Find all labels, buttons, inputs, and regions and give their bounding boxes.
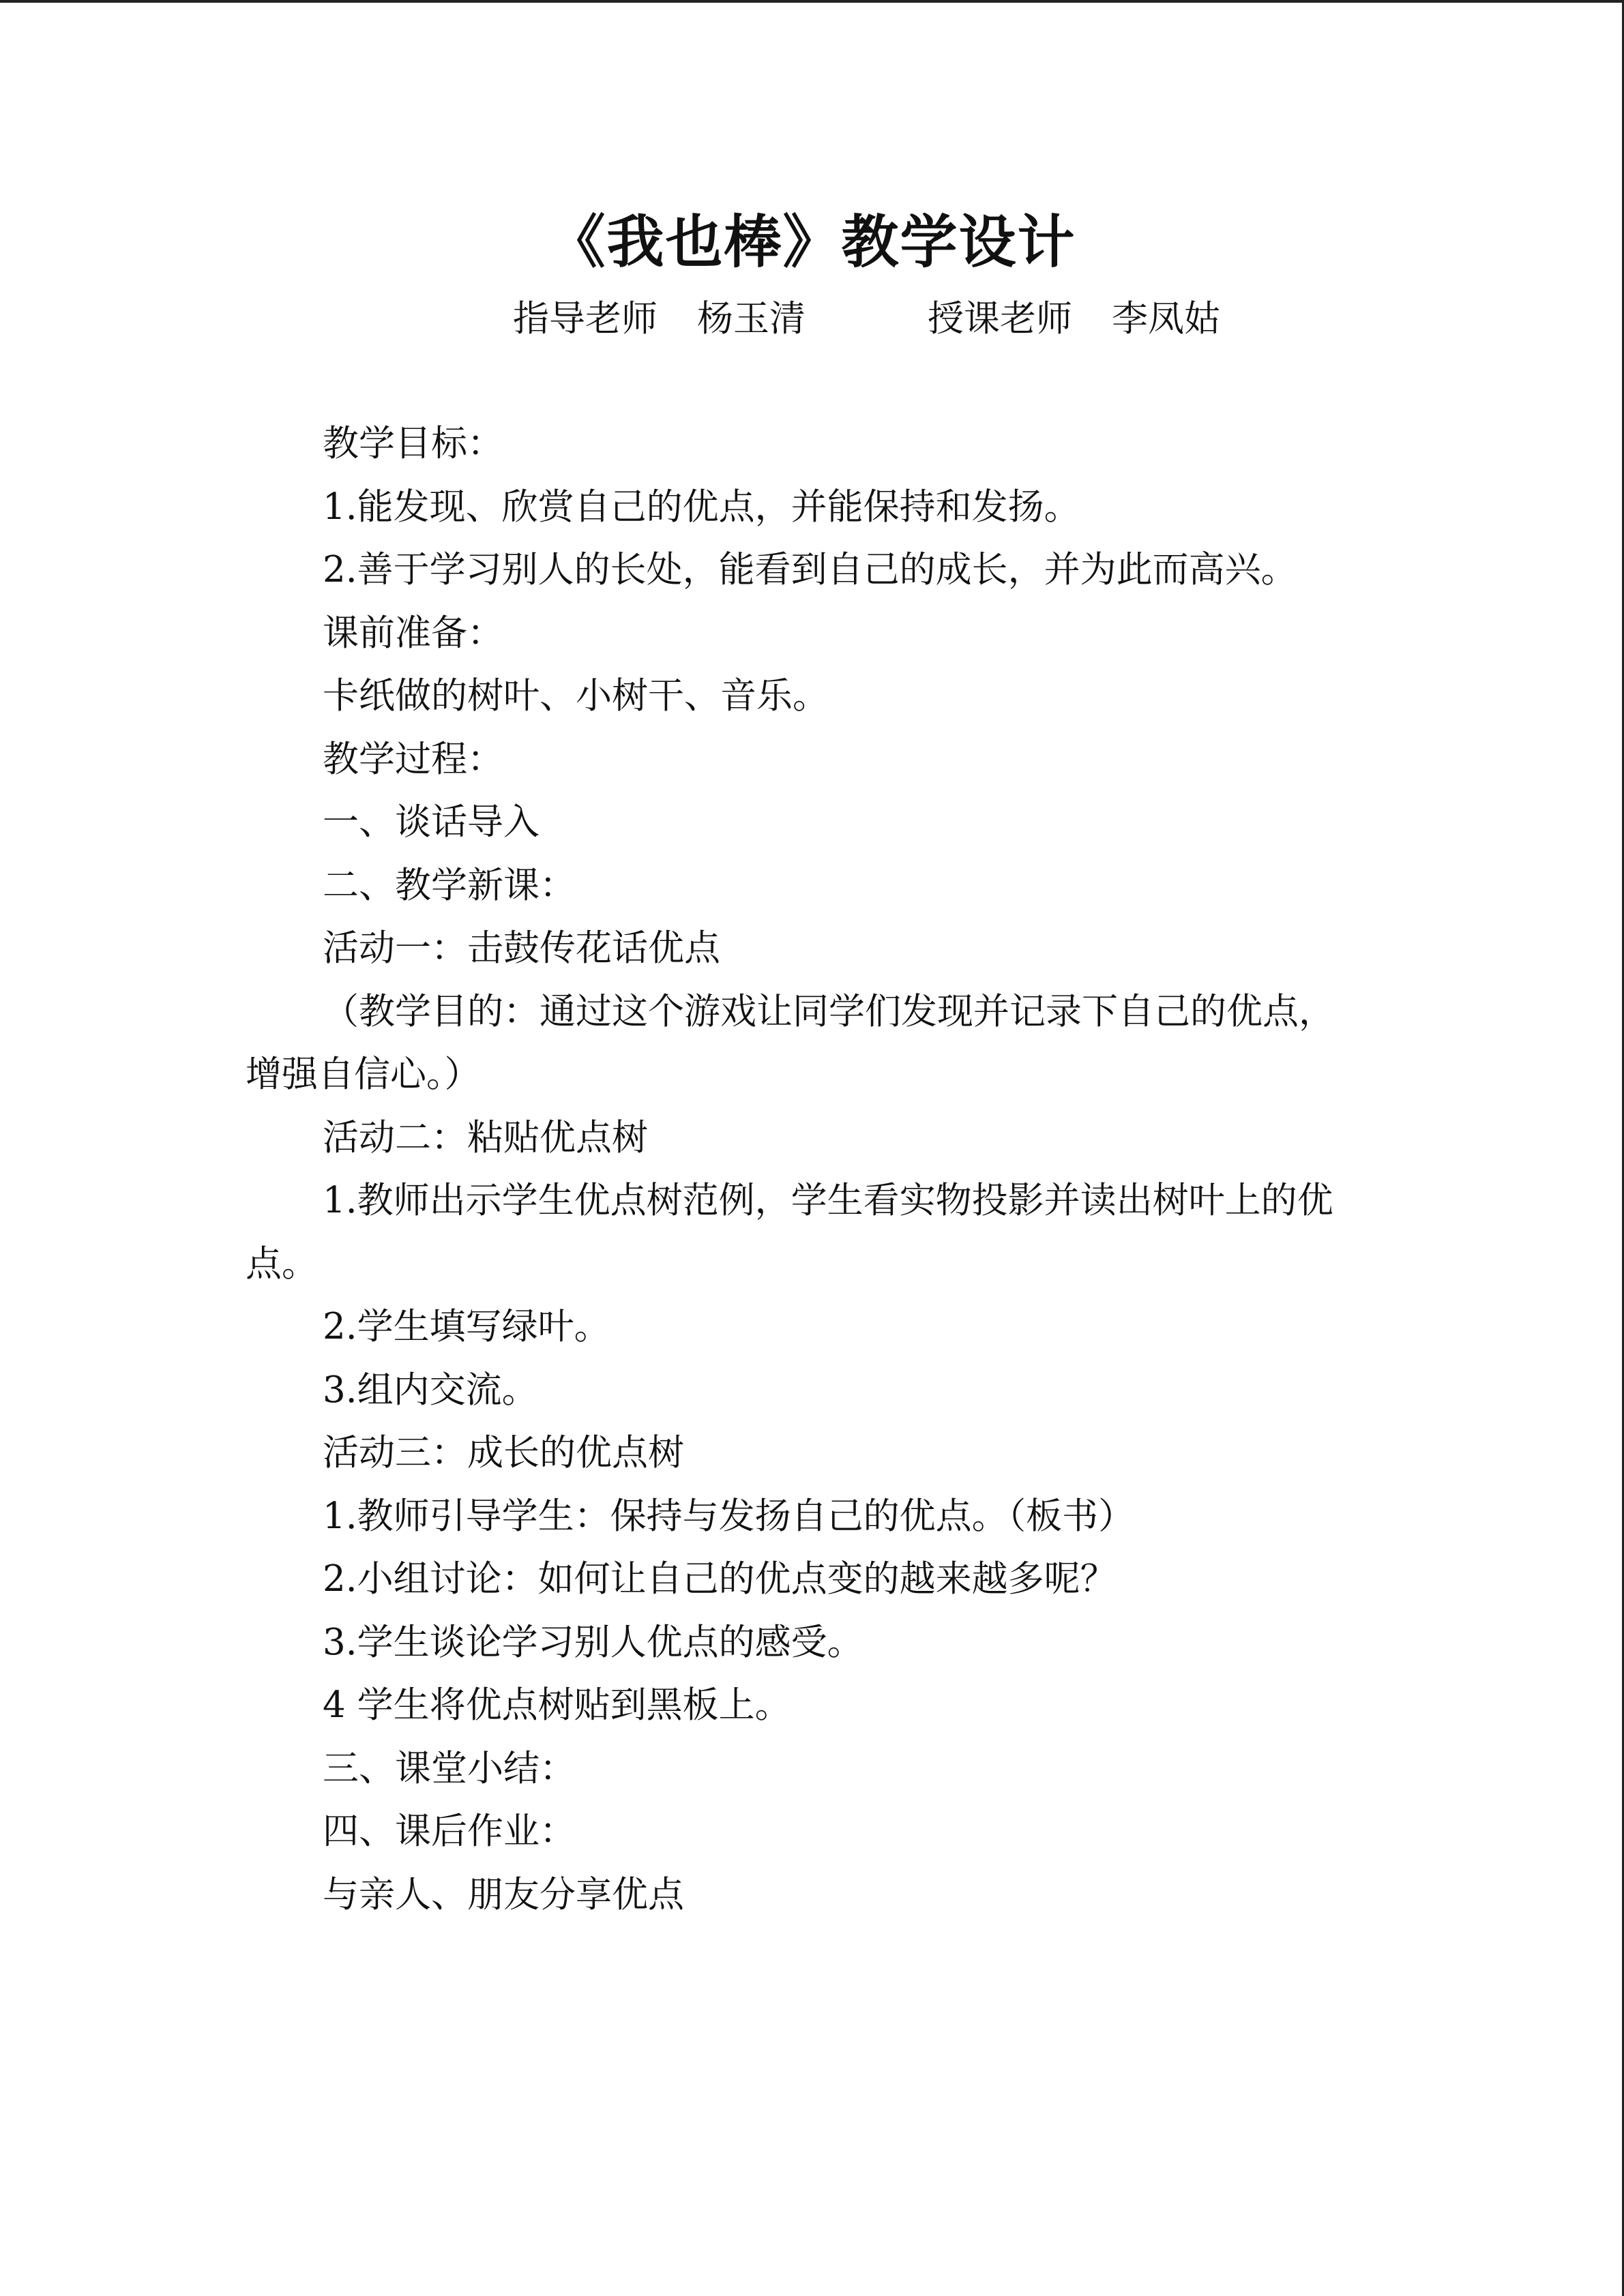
process-step: 二、教学新课： xyxy=(323,864,576,906)
instructor-label: 授课老师 xyxy=(928,298,1072,340)
document-body xyxy=(246,413,1364,1926)
objective-item: 1.能发现、欣赏自己的优点，并能保持和发扬。 xyxy=(323,486,1080,528)
page-top-border xyxy=(0,0,1624,3)
activity-step: 1.教师引导学生：保持与发扬自己的优点。（板书） xyxy=(323,1495,1135,1537)
section-heading-objectives: 教学目标： xyxy=(323,423,503,464)
section-heading-preparation: 课前准备： xyxy=(323,612,503,654)
section-heading-process: 教学过程： xyxy=(323,738,503,780)
byline xyxy=(513,292,1220,346)
objective-item: 2.善于学习别人的长处，能看到自己的成长，并为此而高兴。 xyxy=(323,549,1297,591)
supervisor-label: 指导老师 xyxy=(513,298,658,340)
homework-text: 与亲人、朋友分享优点 xyxy=(323,1873,684,1915)
activity-heading: 活动一：击鼓传花话优点 xyxy=(323,927,720,969)
activity-heading: 活动三：成长的优点树 xyxy=(323,1432,684,1474)
process-step: 三、课堂小结： xyxy=(323,1747,576,1789)
process-step: 一、谈话导入 xyxy=(323,801,540,843)
activity-step-paragraph: 1.教师出示学生优点树范例，学生看实物投影并读出树叶上的优点。 xyxy=(246,1180,1333,1285)
activity-step: 3.学生谈论学习别人优点的感受。 xyxy=(323,1621,863,1663)
activity-step: 3.组内交流。 xyxy=(323,1369,538,1411)
activity-heading: 活动二：粘贴优点树 xyxy=(323,1116,648,1159)
supervisor-name: 杨玉清 xyxy=(697,298,806,340)
process-step: 四、课后作业： xyxy=(323,1810,576,1852)
preparation-text: 卡纸做的树叶、小树干、音乐。 xyxy=(323,675,829,717)
activity-purpose-paragraph: （教学目的：通过这个游戏让同学们发现并记录下自己的优点，增强自信心。） xyxy=(246,990,1335,1095)
instructor-name: 李凤姑 xyxy=(1112,298,1220,340)
activity-step: 4 学生将优点树贴到黑板上。 xyxy=(323,1684,791,1726)
document-title: 《我也棒》教学设计 xyxy=(548,209,1076,275)
activity-step: 2.小组讨论：如何让自己的优点变的越来越多呢？ xyxy=(323,1558,1117,1600)
activity-step: 2.学生填写绿叶。 xyxy=(323,1306,610,1347)
